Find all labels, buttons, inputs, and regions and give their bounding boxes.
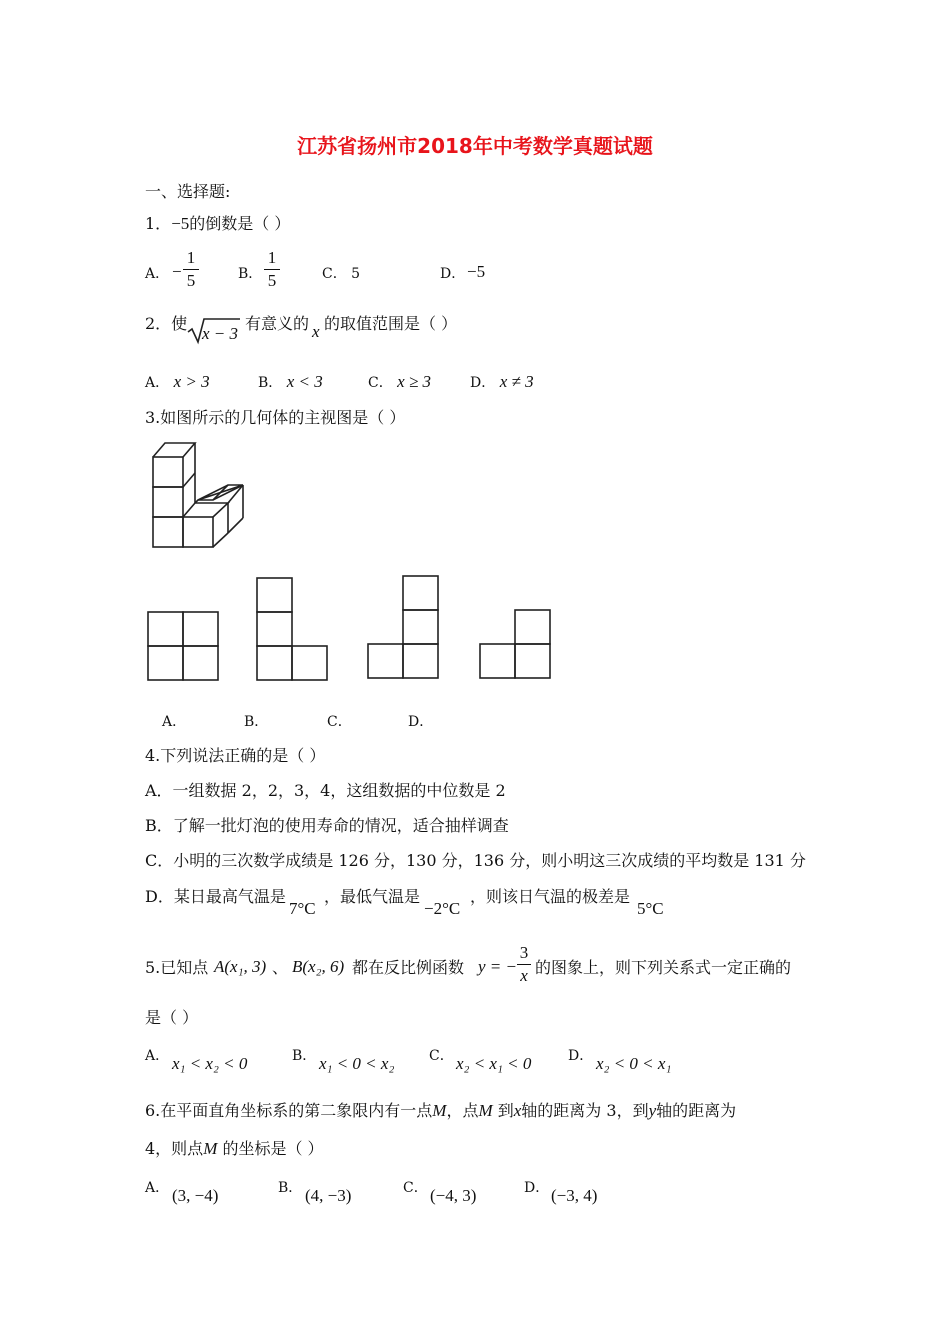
q1-option-b-label: B．: [238, 266, 263, 282]
q6-option-c-label: C．: [403, 1180, 428, 1196]
q6-option-b-expr: (4, −3): [305, 1186, 352, 1205]
q2-var: x: [312, 322, 320, 341]
q6-option-a-expr: (3, −4): [172, 1186, 219, 1205]
q6-option-b-label: B．: [278, 1180, 303, 1196]
q1-option-b-fraction: 1 5: [264, 248, 280, 291]
section-heading: 一、选择题:: [145, 182, 231, 201]
q2-stem-mid: 有意义的: [245, 314, 310, 333]
q4-option-a: A．一组数据 2，2，3，4，这组数据的中位数是 2: [145, 781, 506, 800]
q5-separator: 、: [272, 958, 289, 977]
q5-stem-line2: 是（ ）: [145, 1008, 199, 1027]
q4-option-d-mid2: ，则该日气温的极差是: [470, 887, 631, 906]
q6-stem-line2: 4，则点M 的坐标是（ ）: [145, 1139, 324, 1158]
q5-option-c-label: C．: [429, 1048, 454, 1064]
q2-option-d: D． x ≠ 3: [470, 372, 534, 391]
q3-option-c-label: C．: [327, 714, 352, 730]
q5-option-d-label: D．: [568, 1048, 594, 1064]
q1-option-a-fraction: 1 5: [183, 248, 199, 291]
q5-stem-mid: 都在反比例函数: [352, 958, 465, 977]
q2-option-c: C． x ≥ 3: [368, 372, 432, 391]
q1-option-d-label: D．: [440, 266, 466, 282]
q6-option-c-expr: (−4, 3): [430, 1186, 477, 1205]
q5-option-c-expr: x₂ < x₁ < 0: [456, 1054, 532, 1073]
q5-option-a-expr: x₁ < x₂ < 0: [172, 1054, 248, 1073]
q1-option-a-label: A．: [145, 266, 170, 282]
q6-option-d-label: D．: [524, 1180, 550, 1196]
q4-temp-range: 5°C: [637, 899, 664, 918]
q3-stem: 3.如图所示的几何体的主视图是（ ）: [145, 408, 406, 427]
q3-option-b-label: B．: [244, 714, 269, 730]
q3-option-a-label: A．: [162, 714, 187, 730]
q4-temp-low: −2°C: [424, 899, 461, 918]
q1-stem: 1．−5的倒数是（ ）: [145, 214, 291, 233]
q3-option-c-figure: [367, 575, 441, 679]
q4-option-c: C．小明的三次数学成绩是 126 分，130 分，136 分，则小明这三次成绩的平均数是 131 分: [145, 851, 806, 870]
q2-option-a: A． x > 3: [145, 372, 210, 391]
q5-option-a-label: A．: [145, 1048, 170, 1064]
q5-stem-start: 5.已知点: [145, 958, 209, 977]
q4-option-b: B．了解一批灯泡的使用寿命的情况，适合抽样调查: [145, 816, 509, 835]
q5-stem-end: 的图象上，则下列关系式一定正确的: [535, 958, 792, 977]
q3-option-d-label: D．: [408, 714, 434, 730]
q5-option-b-expr: x₁ < 0 < x₂: [319, 1054, 395, 1073]
q2-option-b: B． x < 3: [258, 372, 323, 391]
q4-stem: 4.下列说法正确的是（ ）: [145, 746, 326, 765]
q5-point-a: A(x₁, 3): [214, 957, 267, 976]
q5-point-b: B(x₂, 6): [292, 957, 345, 976]
q1-option-c: C． 5: [322, 266, 361, 282]
q4-option-d-mid: ，最低气温是: [324, 887, 421, 906]
q5-function-fraction: 3 x: [517, 943, 531, 986]
q1-option-d-value: −5: [467, 262, 486, 281]
q5-option-d-expr: x₂ < 0 < x₁: [596, 1054, 672, 1073]
q3-solid-figure: [150, 440, 250, 550]
q3-option-b-figure: [256, 577, 330, 681]
q5-function-lhs: y = −: [478, 957, 517, 976]
q2-stem-end: 的取值范围是（ ）: [324, 314, 458, 333]
q3-option-a-figure: [147, 611, 221, 681]
q6-option-a-label: A．: [145, 1180, 170, 1196]
q4-option-d-start: D．某日最高气温是: [145, 887, 286, 906]
q4-temp-high: 7°C: [289, 899, 316, 918]
q2-stem-start: 2．使: [145, 314, 188, 333]
page-title: 江苏省扬州市2018年中考数学真题试题: [297, 134, 653, 158]
q2-radicand: x − 3: [202, 324, 239, 343]
q6-option-d-expr: (−3, 4): [551, 1186, 598, 1205]
q3-option-d-figure: [479, 609, 553, 679]
q5-option-b-label: B．: [292, 1048, 317, 1064]
q1-option-a-sign: −: [172, 262, 182, 281]
q6-stem-line1: 6.在平面直角坐标系的第二象限内有一点M，点M 到x轴的距离为 3，到y轴的距离为: [145, 1101, 737, 1120]
